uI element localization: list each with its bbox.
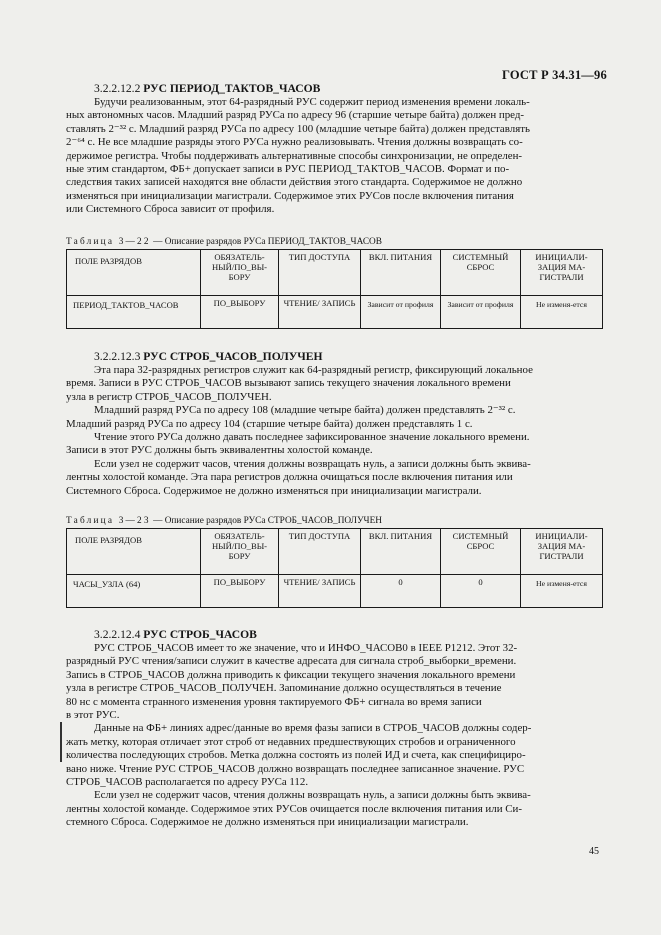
section-heading [94,628,661,641]
table-cell: Не изменя-ется [521,575,603,608]
text-line: разрядный РУС чтения/записи служит в качестве адресата для сигнала строб_выборки_времени. [66,655,517,668]
text-line: Младший разряд РУСа по адресу 108 (младшие четыре байта) должен представлять 2⁻³² с. [94,404,516,417]
table-cell: ЧТЕНИЕ/ ЗАПИСЬ [279,575,361,608]
table-3-22 [66,249,603,329]
table-caption-text: — Описание разрядов РУСа СТРОБ_ЧАСОВ_ПОЛУЧЕН [150,516,382,526]
section-body [66,96,602,217]
text-line: узла в регистре СТРОБ_ЧАСОВ_ПОЛУЧЕН. Запоминание должно осуществляться в течение [66,682,502,695]
text-line: вано ниже. Чтение РУС СТРОБ_ЧАСОВ должно возвращать последнее записанное значение. РУС [66,762,525,775]
text-line: Записи в этот РУС должны быть эквивалентны холостой команде. [66,444,373,457]
table-cell: 0 [441,575,521,608]
standard-header: ГОСТ Р 34.31—96 [502,68,607,82]
text-line: или Системного Сброса зависит от профиля. [66,203,275,216]
table-cell: Зависит от профиля [361,296,441,329]
text-line: Данные на ФБ+ линиях адрес/данные во время фазы записи в СТРОБ_ЧАСОВ должны содер- [94,722,532,735]
column-header: ОБЯЗАТЕЛЬ-НЫЙ/ПО_ВЫ-БОРУ [201,529,279,575]
text-line: Если узел не содержит часов, чтения должны возвращать нуль, а записи должны быть эквива- [94,457,531,470]
column-header: ТИП ДОСТУПА [279,529,361,575]
text-line: лентны холостой команде. Эта пара регистров должна очищаться после включения питания или [66,471,513,484]
section-heading [94,350,661,363]
text-line: Запись в СТРОБ_ЧАСОВ должна приводить к фиксации текущего значения локального времени [66,668,516,681]
text-line: жать метку, которая отличает этот строб от недавних предшествующих стробов и ограниченного [66,735,516,748]
text-line: изменяться при инициализации магистрали. Содержимое этих РУСов после включения питания [66,189,514,202]
page-number: 45 [589,846,599,857]
table-cell: ЧАСЫ_УЗЛА (64) [67,575,201,608]
margin-change-bar [60,722,62,762]
text-line: Эта пара 32-разрядных регистров служит как 64-разрядный регистр, фиксирующий локальное [94,364,533,376]
table-header-row [67,250,603,296]
table-row [67,296,603,329]
text-line: стемного Сброса. Содержимое не должно изменяться при инициализации магистрали. [66,816,469,829]
text-line: Системного Сброса. Содержимое не должно изменяться при инициализации магистрали. [66,484,482,497]
section-body [66,642,602,830]
text-line: Младший разряд РУСа по адресу 104 (старшие четыре байта) должен представлять 1 с. [66,417,473,430]
table-cell: ПО_ВЫБОРУ [201,575,279,608]
table-cell: ПЕРИОД_ТАКТОВ_ЧАСОВ [67,296,201,329]
column-header: ВКЛ. ПИТАНИЯ [361,250,441,296]
text-line: Если узел не содержит часов, чтения должны возвращать нуль, а записи должны быть эквива- [94,789,531,802]
text-line: в этот РУС. [66,709,120,722]
section-strobe-received [0,350,661,498]
text-line: лентны холостой команде. Содержимое этих РУСов очищается после включения питания или Си- [66,802,522,815]
text-line: ставлять 2⁻³² с. Младший разряд РУСа по адресу 100 (младшие четыре байта) должен представлять [66,122,530,135]
table-cell: Не изменя-ется [521,296,603,329]
table-caption [66,516,661,526]
section-number: 3.2.2.12.4 [94,628,141,641]
section-title: РУС СТРОБ_ЧАСОВ [143,628,257,641]
table-row [67,575,603,608]
column-header: ИНИЦИАЛИ-ЗАЦИЯ МА-ГИСТРАЛИ [521,529,603,575]
column-header: ПОЛЕ РАЗРЯДОВ [67,529,201,575]
table-label: Таблица 3—23 [66,516,151,526]
table-caption-text: — Описание разрядов РУСа ПЕРИОД_ТАКТОВ_ЧАСОВ [150,237,382,247]
text-line: узла в регистр СТРОБ_ЧАСОВ_ПОЛУЧЕН. [66,390,272,403]
table-block-23 [0,516,661,608]
text-line: количества последующих стробов. Метка должна состоять из полей ИД и счета, как специфициро- [66,749,526,762]
column-header: ВКЛ. ПИТАНИЯ [361,529,441,575]
column-header: ОБЯЗАТЕЛЬ-НЫЙ/ПО_ВЫ-БОРУ [201,250,279,296]
text-line: следствия таких записей находятся вне области действия этого стандарта. Содержимое не должно [66,176,523,189]
table-cell: ПО_ВЫБОРУ [201,296,279,329]
table-label: Таблица 3—22 [66,237,151,247]
table-header-row [67,529,603,575]
text-line: Будучи реализованным, этот 64-разрядный РУС содержит период изменения времени локаль- [94,96,530,108]
text-line: держимое регистра. Чтобы поддерживать альтернативные способы синхронизации, не определен- [66,149,523,162]
column-header: ТИП ДОСТУПА [279,250,361,296]
text-line: ные этим стандартом, ФБ+ допускает записи в РУС ПЕРИОД_ТАКТОВ_ЧАСОВ. Формат и по- [66,163,510,176]
section-title: РУС ПЕРИОД_ТАКТОВ_ЧАСОВ [143,82,321,95]
text-line: ных автономных часов. Младший разряд РУСа по адресу 96 (старшие четыре байта) должен пред- [66,109,525,122]
table-cell: 0 [361,575,441,608]
table-block-22 [0,237,661,329]
column-header: СИСТЕМНЫЙ СБРОС [441,529,521,575]
text-line: 80 нс с момента странного изменения уровня тактируемого ФБ+ сигнала во время записи [66,695,482,708]
column-header: ПОЛЕ РАЗРЯДОВ [67,250,201,296]
table-caption [66,237,661,247]
text-line: Чтение этого РУСа должно давать последнее зафиксированное значение локального времени. [94,431,530,444]
section-title: РУС СТРОБ_ЧАСОВ_ПОЛУЧЕН [143,350,323,363]
section-strobe [0,628,661,830]
text-line: время. Записи в РУС СТРОБ_ЧАСОВ вызывают запись текущего значения локального времени [66,377,511,390]
section-body [66,364,602,498]
text-line: РУС СТРОБ_ЧАСОВ имеет то же значение, что и ИНФО_ЧАСОВ0 в IEEE P1212. Этот 32- [94,642,518,654]
table-3-23 [66,528,603,608]
section-number: 3.2.2.12.3 [94,350,141,363]
text-line: 2⁻⁶⁴ с. Не все младшие разряды этого РУСа нужно реализовывать. Чтения должны возвращать со- [66,136,523,149]
section-period [0,82,661,217]
column-header: СИСТЕМНЫЙ СБРОС [441,250,521,296]
section-heading [94,82,661,95]
text-line: СТРОБ_ЧАСОВ располагается по адресу РУСа 112. [66,776,309,789]
column-header: ИНИЦИАЛИ-ЗАЦИЯ МА-ГИСТРАЛИ [521,250,603,296]
table-cell: ЧТЕНИЕ/ ЗАПИСЬ [279,296,361,329]
section-number: 3.2.2.12.2 [94,82,141,95]
table-cell: Зависит от профиля [441,296,521,329]
